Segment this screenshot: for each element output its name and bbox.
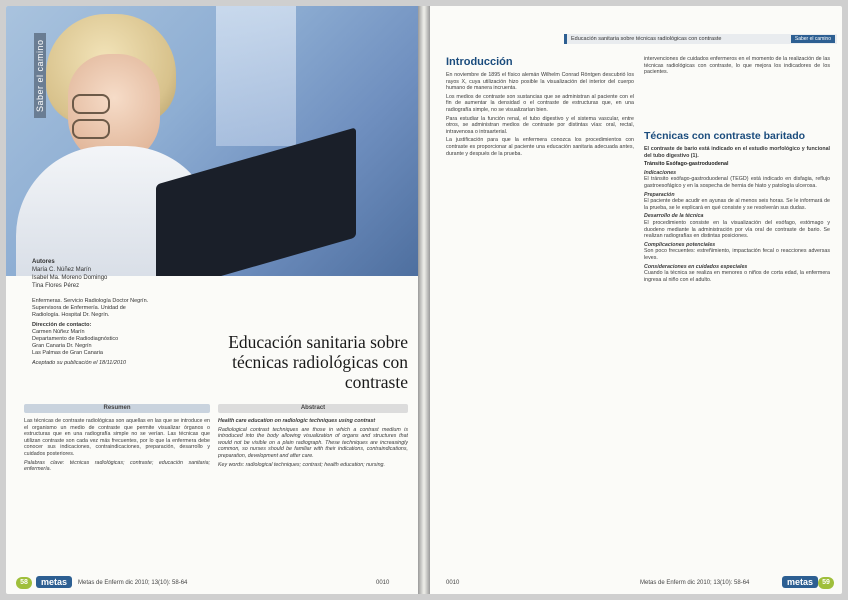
subsection-title: Consideraciones en cuidados especiales <box>644 263 748 270</box>
subsection-text: Cuando la técnica se realiza en menores o niños de corta edad, la enfermera ingresa al niño con el adulto. <box>644 270 830 283</box>
article-title <box>206 332 408 392</box>
nurse-photo <box>6 6 418 276</box>
title-line-2: técnicas radiológicas con <box>232 352 408 372</box>
subsection-text: El paciente debe acudir en ayunas de al menos seis horas. Se le informará de la prueba, se le explicará en qué consiste y se resolverán sus dudas. <box>644 198 830 211</box>
section2-column <box>644 146 830 556</box>
title-line-3: contraste <box>344 372 408 392</box>
right-page <box>430 6 842 594</box>
subsection-text: El procedimiento consiste en la visualización del esófago, estómago y duodeno mediante la administración por vía oral de contraste de bario. Se realizan radiografías en distintas posiciones. <box>644 219 830 240</box>
background-sheet <box>216 6 296 146</box>
left-page <box>6 6 418 594</box>
contact-label: Dirección de contacto: <box>32 322 92 328</box>
glasses-icon <box>72 94 156 114</box>
running-head-text: Educación sanitaria sobre técnicas radiológicas con contraste <box>571 36 722 42</box>
footer-code-left: 0010 <box>376 580 390 586</box>
abstract-paragraph: Radiological contrast techniques are those in which a contrast medium is introduced into the body allowing visualization of organs and structures that would not be visible on a plain radiograph. These techniques are increasingly common, so nurses should be familiar with their indications, contraindications, preparation, development and after care. <box>218 426 408 459</box>
affiliation-line: Supervisora de Enfermería. Unidad de <box>32 305 126 311</box>
resumen-keywords: Palabras clave: técnicas radiológicas; contraste; educación sanitaria; enfermería. <box>24 459 210 473</box>
abstract-keywords: Key words: radiological techniques; contrast; health education; nursing. <box>218 461 385 468</box>
intro-paragraph: En noviembre de 1895 el físico alemán Wilhelm Conrad Röntgen descubrió los rayos X, cuya utilización hizo posible la visualización del interior del cuerpo humano de manera incruenta. <box>446 72 634 92</box>
abstract-label: Abstract <box>300 405 326 411</box>
authors-label: Autores <box>32 259 55 265</box>
author-3: Tina Flores Pérez <box>32 283 80 289</box>
page-number-left: 58 <box>16 577 32 589</box>
contact-line: Departamento de Radiodiagnóstico <box>32 336 119 342</box>
subsection-title: Complicaciones potenciales <box>644 241 716 248</box>
author-1: María C. Núñez Marín <box>32 267 92 273</box>
title-line-1: Educación sanitaria sobre <box>228 332 408 352</box>
footer-code-right: 0010 <box>446 580 460 586</box>
contact-line: Carmen Núñez Marín <box>32 329 85 335</box>
abstract-text <box>218 418 408 558</box>
contact-line: Gran Canaria Dr. Negrín <box>32 343 92 349</box>
contact-line: Las Palmas de Gran Canaria <box>32 350 103 356</box>
book-spine <box>418 6 430 594</box>
metas-logo: metas <box>36 576 72 588</box>
resumen-paragraph: Las técnicas de contraste radiológicas son aquellas en las que se introduce en el organismo un medio de contraste que permite visualizar órganos o estructuras que en una radiografía simple no se verían. Las técnicas que utilizan contraste son cada vez más frecuentes, por lo que la enfermera debe conocer sus indicaciones, contraindicaciones, preparación, desarrollo y cuidados posteriores. <box>24 418 210 457</box>
subsection-label: Indicaciones <box>644 169 677 176</box>
resumen-label: Resumen <box>103 405 131 411</box>
accepted-date: Aceptado su publicación el 18/11/2010 <box>32 360 127 366</box>
side-tab-label: Saber el camino <box>34 33 46 118</box>
subsection-text: El tránsito esófago-gastroduodenal (TEGD) está indicado en disfagia, reflujo gastroesofágico y en la sospecha de hernia de hiato y patología ulcerosa. <box>644 176 830 189</box>
footer-citation-right: Metas de Enferm dic 2010; 13(10): 58-64 <box>640 580 750 586</box>
col2-top-text <box>644 56 830 126</box>
subsection-title: Preparación <box>644 191 675 198</box>
affiliation-line: Radiología. Hospital Dr. Negrín. <box>32 312 110 318</box>
footer-citation-left: Metas de Enferm dic 2010; 13(10): 58-64 <box>78 580 188 586</box>
intro-paragraph: Los medios de contraste son sustancias que se administran al paciente con el fin de aumentar la densidad o el contraste de estructuras que, en una radiografía simple, no se visualizarían bien. <box>446 93 634 113</box>
subsection-title: Desarrollo de la técnica <box>644 213 704 220</box>
running-head <box>564 34 837 44</box>
intro-paragraph: La justificación para que la enfermera conozca los procedimientos con contraste es proporcionar al paciente una educación sanitaria adecuada antes, durante y después de la prueba. <box>446 137 634 157</box>
subsection-title: Tránsito Esófago-gastroduodenal <box>644 161 729 168</box>
intro-heading: Introducción <box>446 56 513 68</box>
col2-paragraph: intervenciones de cuidados enfermeros en el momento de la realización de las técnicas radiológicas con contraste, lo que mejora los indicadores de los pacientes. <box>644 56 830 76</box>
intro-column <box>446 72 634 552</box>
section2-heading: Técnicas con contraste baritado <box>644 130 806 142</box>
subsection-text: Son poco frecuentes: estreñimiento, impactación fecal o reacciones adversas leves. <box>644 248 830 261</box>
section2-lead: El contraste de bario está indicado en el estudio morfológico y funcional del tubo digestivo (1). <box>644 146 830 159</box>
page-number-right: 59 <box>818 577 834 589</box>
laptop-shape <box>156 127 356 276</box>
author-2: Isabel Ma. Moreno Domingo <box>32 275 108 281</box>
metas-logo-right: metas <box>782 576 818 588</box>
affiliations-block <box>32 298 212 367</box>
abstract-title: Health care education on radiologic techniques using contrast <box>218 418 376 424</box>
intro-paragraph: Para estudiar la función renal, el tubo digestivo y el sistema vascular, entre otros, se administran medios de contraste por distintas vías: oral, rectal, intravenosa o intraarterial. <box>446 115 634 135</box>
running-head-tag: Saber el camino <box>791 35 835 43</box>
authors-block <box>32 258 202 290</box>
affiliation-line: Enfermeras. Servicio Radiología Doctor Negrín. <box>32 298 149 304</box>
resumen-text <box>24 418 210 558</box>
